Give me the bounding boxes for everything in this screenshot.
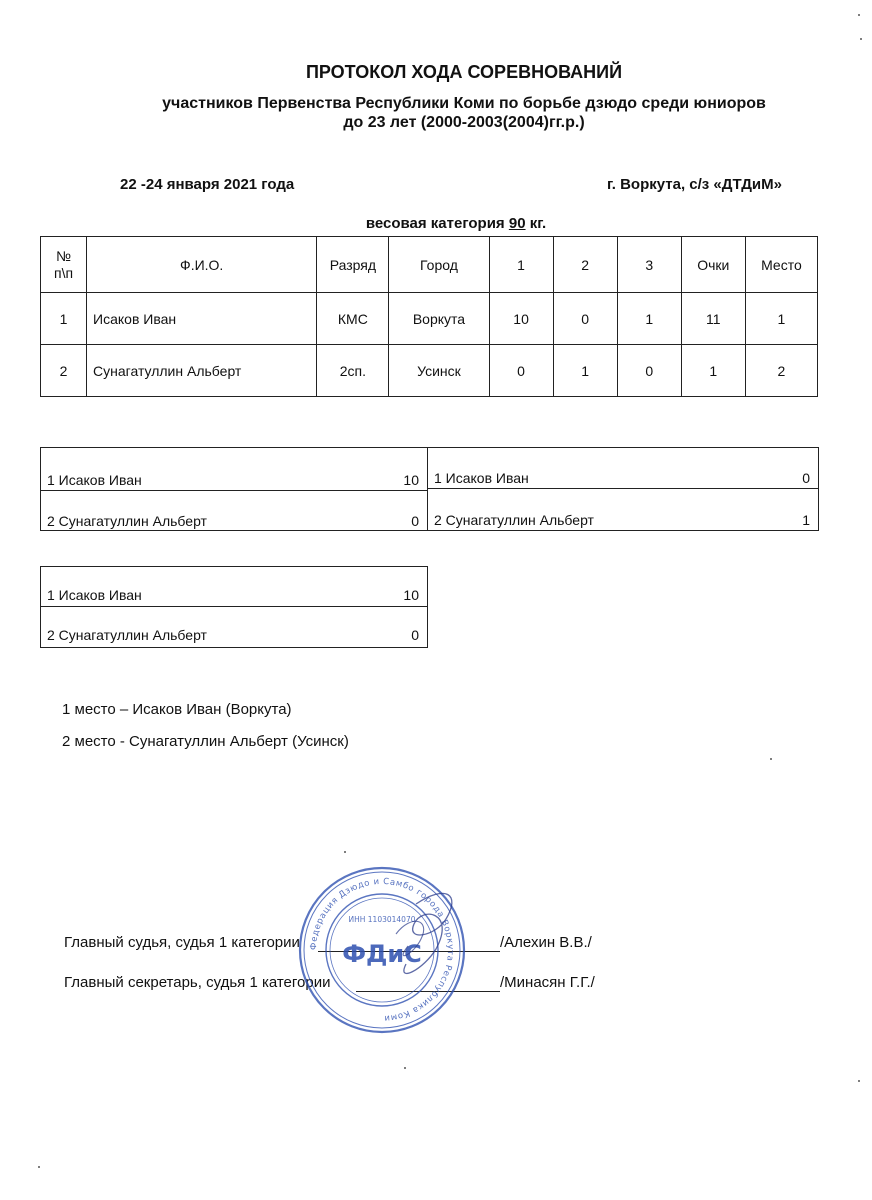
scan-speck	[770, 758, 772, 760]
bout-2-row-1	[434, 470, 810, 488]
header-place: Место	[745, 237, 817, 293]
organization-seal-stamp	[296, 864, 468, 1036]
cell-place: 1	[745, 293, 817, 345]
header-city: Город	[389, 237, 489, 293]
bout-2-box	[427, 447, 819, 531]
header-bout-3: 3	[617, 237, 681, 293]
cell-number: 1	[41, 293, 87, 345]
cell-name: Исаков Иван	[87, 293, 317, 345]
scan-speck	[858, 1080, 860, 1082]
bout-competitor-name: 1 Исаков Иван	[47, 587, 142, 603]
bout-competitor-score: 0	[802, 470, 810, 486]
bout-divider	[41, 606, 427, 607]
header-points: Очки	[681, 237, 745, 293]
chief-judge-name: /Алехин В.В./	[500, 934, 592, 951]
chief-secretary-role: Главный секретарь, судья 1 категории	[64, 974, 331, 991]
table-row	[41, 345, 818, 397]
event-dates: 22 -24 января 2021 года	[120, 176, 295, 193]
final-place-1: 1 место – Исаков Иван (Воркута)	[62, 701, 292, 718]
weight-category-value: 90	[508, 215, 526, 232]
bout-3-row-1	[47, 587, 419, 605]
header-name: Ф.И.О.	[87, 237, 317, 293]
bout-competitor-score: 10	[403, 472, 419, 488]
document-subtitle-line1: участников Первенства Республики Коми по борьбе дзюдо среди юниоров	[162, 95, 766, 112]
cell-bout-2: 1	[553, 345, 617, 397]
header-rank: Разряд	[317, 237, 389, 293]
bout-competitor-score: 1	[802, 512, 810, 528]
weight-category-prefix: весовая категория	[365, 215, 509, 232]
header-number: № п\п	[41, 237, 87, 293]
cell-points: 11	[681, 293, 745, 345]
bout-1-row-2	[47, 513, 419, 531]
bout-1-box	[40, 447, 428, 531]
cell-city: Усинск	[389, 345, 489, 397]
bout-1-row-1	[47, 472, 419, 490]
seal-center-text: ФДиС	[342, 940, 422, 968]
bout-competitor-score: 0	[411, 513, 419, 529]
results-header-row	[41, 237, 818, 293]
seal-ring-text: Федерация Дзюдо и Самбо города Воркута Республика Коми	[308, 876, 456, 1024]
cell-rank: 2сп.	[317, 345, 389, 397]
bout-divider	[428, 488, 818, 489]
bout-competitor-score: 0	[411, 627, 419, 643]
final-place-2: 2 место - Сунагатуллин Альберт (Усинск)	[62, 733, 349, 750]
cell-bout-1: 0	[489, 345, 553, 397]
cell-city: Воркута	[389, 293, 489, 345]
header-bout-2: 2	[553, 237, 617, 293]
bout-competitor-name: 2 Сунагатуллин Альберт	[434, 512, 594, 528]
cell-points: 1	[681, 345, 745, 397]
document-subtitle-line2: до 23 лет (2000-2003(2004)гг.р.)	[343, 114, 585, 131]
chief-secretary-name: /Минасян Г.Г./	[500, 974, 595, 991]
bout-2-row-2	[434, 512, 810, 530]
event-venue: г. Воркута, с/з «ДТДиМ»	[607, 176, 782, 193]
bout-divider	[41, 490, 427, 491]
cell-place: 2	[745, 345, 817, 397]
bout-3-box	[40, 566, 428, 648]
seal-inn-text: ИНН 1103014070	[348, 915, 416, 924]
chief-judge-role: Главный судья, судья 1 категории	[64, 934, 300, 951]
bout-competitor-name: 1 Исаков Иван	[434, 470, 529, 486]
cell-bout-3: 0	[617, 345, 681, 397]
cell-number: 2	[41, 345, 87, 397]
bout-competitor-name: 1 Исаков Иван	[47, 472, 142, 488]
scan-speck	[860, 38, 862, 40]
scan-speck	[38, 1166, 40, 1168]
weight-category	[20, 215, 872, 232]
cell-name: Сунагатуллин Альберт	[87, 345, 317, 397]
results-table	[40, 236, 818, 397]
bout-3-row-2	[47, 627, 419, 645]
cell-bout-2: 0	[553, 293, 617, 345]
header-bout-1: 1	[489, 237, 553, 293]
document-title: ПРОТОКОЛ ХОДА СОРЕВНОВАНИЙ	[305, 62, 623, 82]
cell-rank: КМС	[317, 293, 389, 345]
cell-bout-3: 1	[617, 293, 681, 345]
bout-competitor-name: 2 Сунагатуллин Альберт	[47, 627, 207, 643]
bout-competitor-name: 2 Сунагатуллин Альберт	[47, 513, 207, 529]
table-row	[41, 293, 818, 345]
bout-competitor-score: 10	[403, 587, 419, 603]
scan-speck	[858, 14, 860, 16]
cell-bout-1: 10	[489, 293, 553, 345]
weight-category-suffix: кг.	[525, 215, 547, 232]
scan-speck	[344, 851, 346, 853]
scan-speck	[404, 1067, 406, 1069]
